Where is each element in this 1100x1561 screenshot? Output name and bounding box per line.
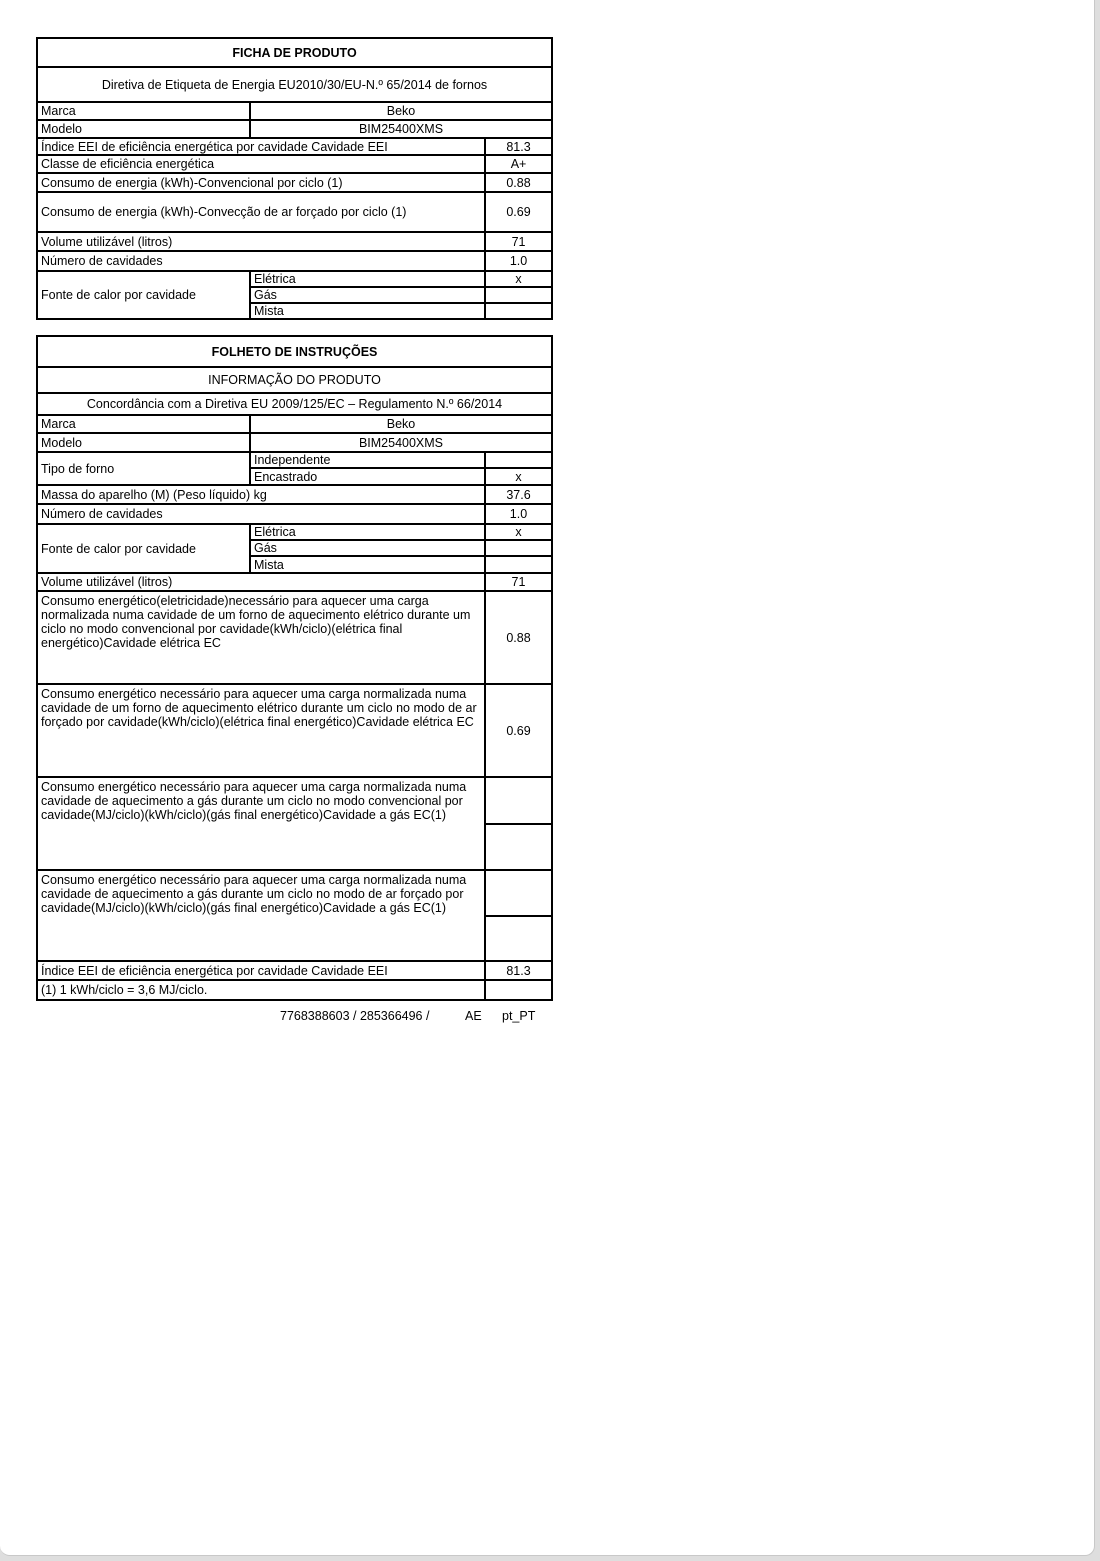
oven-type-independent-label: Independente [250, 452, 485, 468]
energy-class-label: Classe de eficiência energética [37, 155, 485, 173]
product-sheet-table [36, 37, 553, 320]
leaflet-heat-electric-value: x [485, 524, 552, 540]
leaflet-volume-label: Volume utilizável (litros) [37, 573, 485, 591]
conventional-consumption-value: 0.88 [485, 173, 552, 192]
brand-label: Marca [37, 102, 250, 120]
forced-air-consumption-value: 0.69 [485, 192, 552, 232]
heat-mixed-label: Mista [250, 303, 485, 319]
leaflet-cavities-label: Número de cavidades [37, 504, 485, 524]
model-value: BIM25400XMS [250, 120, 552, 138]
leaflet-heat-source-label: Fonte de calor por cavidade [37, 524, 250, 573]
mass-value: 37.6 [485, 485, 552, 504]
footer-codes: 7768388603 / 285366496 / [280, 1009, 430, 1023]
heat-mixed-value [485, 303, 552, 319]
ec-conventional-gas-label: Consumo energético necessário para aquecer uma carga normalizada numa cavidade de aquecimento a gás durante um ciclo no modo convencional por cavidade(MJ/ciclo)(kWh/ciclo)(gás final energético)Cavidade a gás EC(1) [37, 777, 485, 870]
leaflet-brand-label: Marca [37, 415, 250, 433]
mass-label: Massa do aparelho (M) (Peso líquido) kg [37, 485, 485, 504]
oven-type-label: Tipo de forno [37, 452, 250, 485]
leaflet-volume-value: 71 [485, 573, 552, 591]
oven-type-independent-value [485, 452, 552, 468]
heat-gas-value [485, 287, 552, 303]
leaflet-cavities-value: 1.0 [485, 504, 552, 524]
heat-gas-label: Gás [250, 287, 485, 303]
leaflet-heat-mixed-label: Mista [250, 556, 485, 573]
cavities-label: Número de cavidades [37, 251, 485, 271]
heat-electric-label: Elétrica [250, 271, 485, 287]
conversion-note: (1) 1 kWh/ciclo = 3,6 MJ/ciclo. [37, 980, 485, 1000]
ec-conventional-electric-value: 0.88 [485, 591, 552, 684]
leaflet-eei-label: Índice EEI de eficiência energética por cavidade Cavidade EEI [37, 961, 485, 980]
ec-conventional-gas-value-mj [485, 777, 552, 824]
product-sheet-title: FICHA DE PRODUTO [37, 38, 552, 67]
energy-class-value: A+ [485, 155, 552, 173]
leaflet-heat-mixed-value [485, 556, 552, 573]
conventional-consumption-label: Consumo de energia (kWh)-Convencional por ciclo (1) [37, 173, 485, 192]
ec-forced-electric-value: 0.69 [485, 684, 552, 777]
ec-conventional-electric-label: Consumo energético(eletricidade)necessário para aquecer uma carga normalizada numa cavidade de um forno de aquecimento elétrico durante um ciclo no modo convencional por cavidade(kWh/ciclo)(elétrica final energético)Cavidade elétrica EC [37, 591, 485, 684]
forced-air-consumption-label: Consumo de energia (kWh)-Convecção de ar forçado por ciclo (1) [37, 192, 485, 232]
footer-locale: pt_PT [502, 1009, 536, 1023]
eei-label: Índice EEI de eficiência energética por cavidade Cavidade EEI [37, 138, 485, 155]
oven-type-builtin-label: Encastrado [250, 468, 485, 485]
leaflet-heat-gas-value [485, 540, 552, 556]
cavities-value: 1.0 [485, 251, 552, 271]
heat-source-label: Fonte de calor por cavidade [37, 271, 250, 319]
model-label: Modelo [37, 120, 250, 138]
volume-value: 71 [485, 232, 552, 251]
ec-forced-gas-label: Consumo energético necessário para aquecer uma carga normalizada numa cavidade de aquecimento a gás durante um ciclo no modo de ar forçado por cavidade(MJ/ciclo)(kWh/ciclo)(gás final energético)Cavidade a gás EC(1) [37, 870, 485, 961]
leaflet-heat-gas-label: Gás [250, 540, 485, 556]
heat-electric-value: x [485, 271, 552, 287]
product-sheet-directive: Diretiva de Etiqueta de Energia EU2010/30/EU-N.º 65/2014 de fornos [37, 67, 552, 102]
volume-label: Volume utilizável (litros) [37, 232, 485, 251]
eei-value: 81.3 [485, 138, 552, 155]
instruction-leaflet-table [36, 335, 553, 1001]
leaflet-model-label: Modelo [37, 433, 250, 452]
oven-type-builtin-value: x [485, 468, 552, 485]
ec-forced-electric-label: Consumo energético necessário para aquecer uma carga normalizada numa cavidade de um forno de aquecimento elétrico durante um ciclo no modo de ar forçado por cavidade(kWh/ciclo)(elétrica final energético)Cavidade elétrica EC [37, 684, 485, 777]
ec-forced-gas-value-kwh [485, 916, 552, 961]
leaflet-title: FOLHETO DE INSTRUÇÕES [37, 336, 552, 367]
leaflet-brand-value: Beko [250, 415, 552, 433]
leaflet-subtitle: INFORMAÇÃO DO PRODUTO [37, 367, 552, 393]
conversion-note-value [485, 980, 552, 1000]
leaflet-eei-value: 81.3 [485, 961, 552, 980]
footer-ae: AE [465, 1009, 482, 1023]
leaflet-directive: Concordância com a Diretiva EU 2009/125/EC – Regulamento N.º 66/2014 [37, 393, 552, 415]
leaflet-heat-electric-label: Elétrica [250, 524, 485, 540]
ec-conventional-gas-value-kwh [485, 824, 552, 870]
ec-forced-gas-value-mj [485, 870, 552, 916]
brand-value: Beko [250, 102, 552, 120]
leaflet-model-value: BIM25400XMS [250, 433, 552, 452]
